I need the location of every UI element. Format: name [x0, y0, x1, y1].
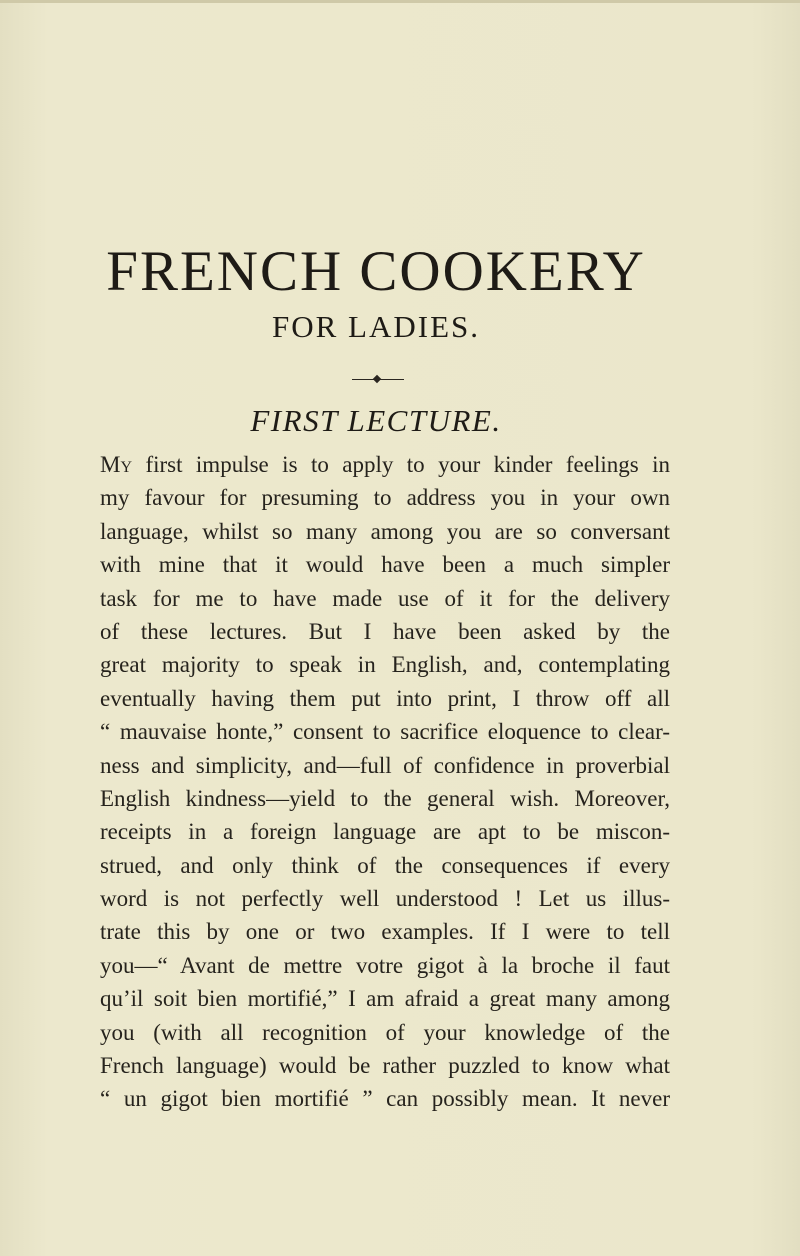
page-top-edge — [0, 0, 800, 3]
text-line: task for me to have made use of it for the delivery — [100, 585, 670, 611]
text-line: French language) would be rather puzzled to know what — [100, 1053, 670, 1079]
text-line: you—“ Avant de mettre votre gigot à la broche il faut — [100, 952, 670, 978]
drop-word: My — [100, 452, 133, 477]
text-line-content: first impulse is to apply to your kinder feelings in — [132, 452, 670, 477]
text-line: language, whilst so many among you are so conversant — [100, 518, 670, 544]
text-line: ness and simplicity, and—full of confidence in proverbial — [100, 752, 670, 778]
text-line: great majority to speak in English, and, contemplating — [100, 652, 670, 678]
section-title: FIRST LECTURE. — [250, 403, 502, 438]
page-title: FRENCH COOKERY — [106, 240, 646, 303]
text-line: of these lectures. But I have been asked by the — [100, 618, 670, 644]
page-subtitle: FOR LADIES. — [271, 309, 480, 344]
text-line: my favour for presuming to address you in your own — [100, 485, 670, 511]
text-line: English kindness—yield to the general wish. Moreover, — [100, 785, 670, 811]
text-line: word is not perfectly well understood ! Let us illus- — [100, 886, 670, 912]
text-line: you (with all recognition of your knowledge of the — [100, 1019, 670, 1045]
text-line: qu’il soit bien mortifié,” I am afraid a great many among — [100, 986, 670, 1012]
body-paragraph — [100, 448, 670, 1116]
text-line: trate this by one or two examples. If I were to tell — [100, 919, 670, 945]
text-line: “ un gigot bien mortifié ” can possibly mean. It never — [100, 1086, 670, 1112]
text-line: with mine that it would have been a much simpler — [100, 552, 670, 578]
text-line: eventually having them put into print, I throw off all — [100, 685, 670, 711]
divider-line-right — [380, 379, 404, 380]
text-line: “ mauvaise honte,” consent to sacrifice eloquence to clear- — [100, 719, 670, 745]
text-line: receipts in a foreign language are apt to be miscon- — [100, 819, 670, 845]
divider-ornament — [352, 375, 404, 385]
text-line: strued, and only think of the consequences if every — [100, 852, 670, 878]
text-line — [100, 448, 670, 481]
